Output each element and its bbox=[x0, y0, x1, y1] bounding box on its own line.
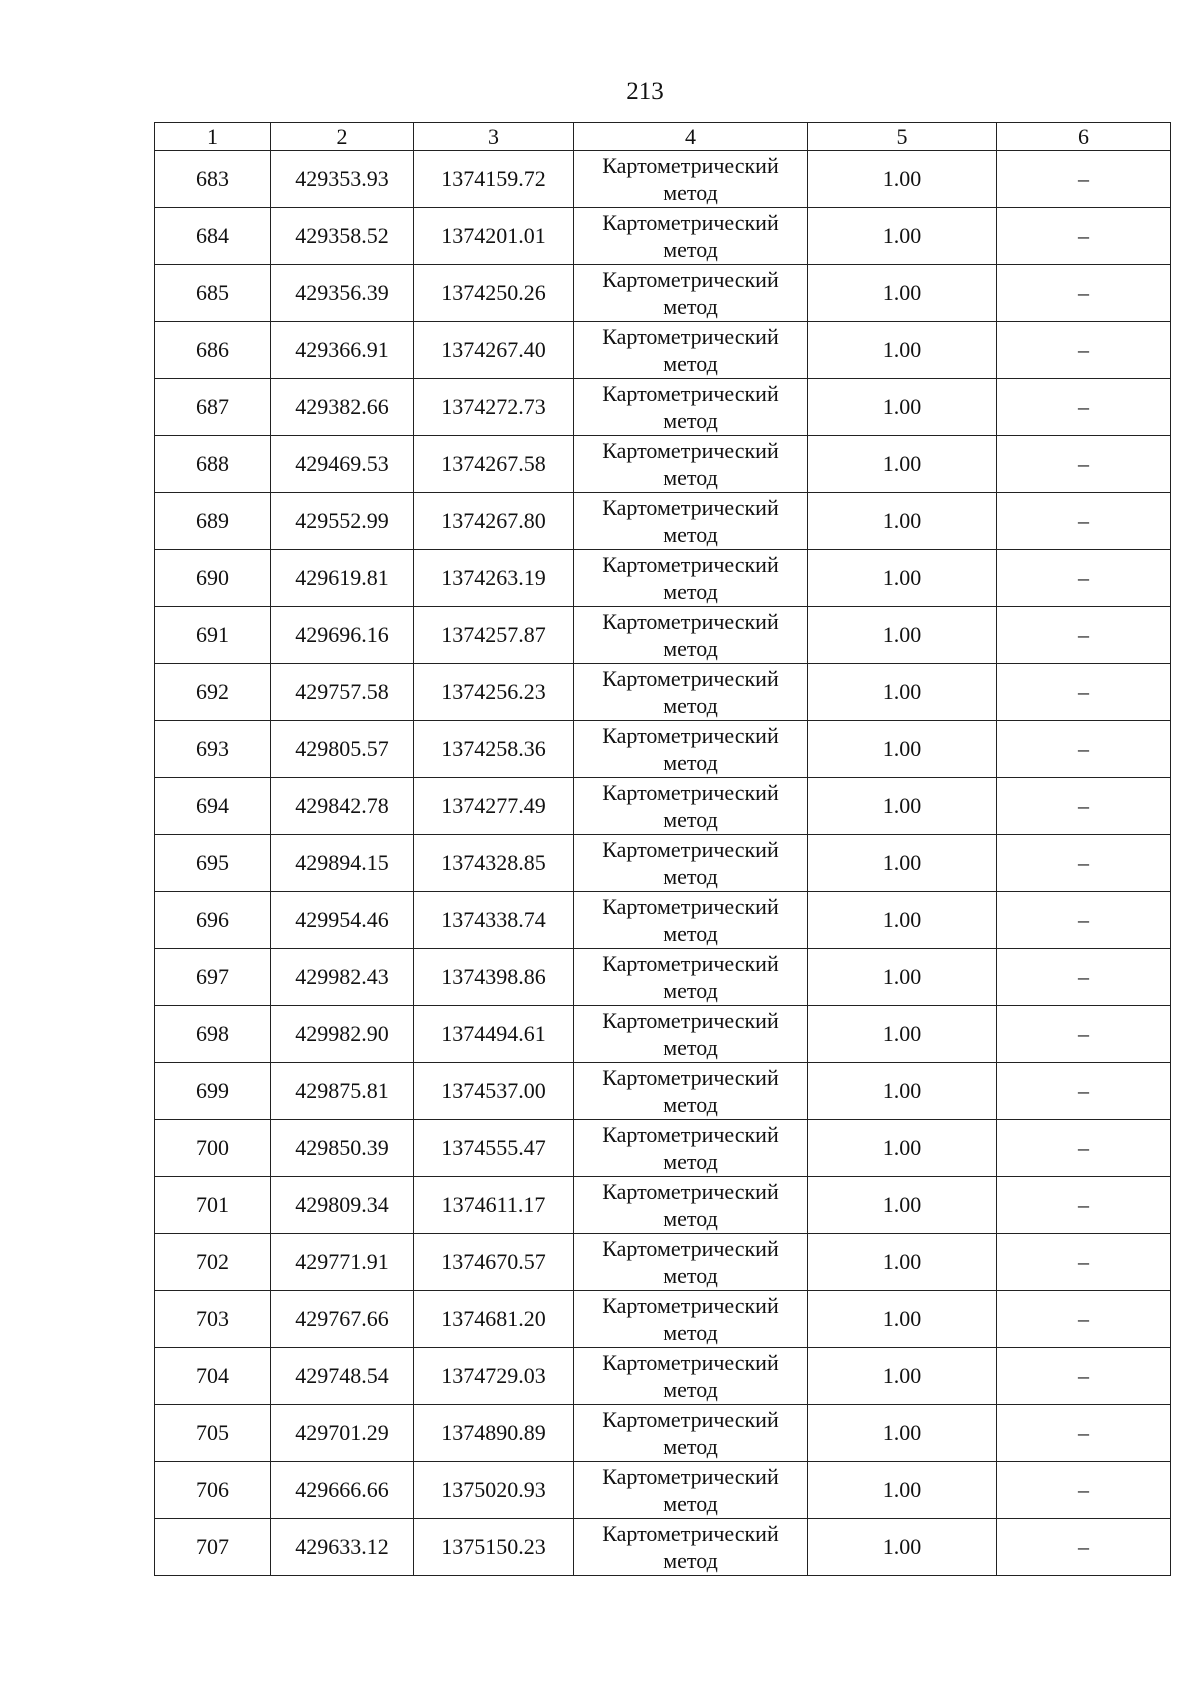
table-row bbox=[155, 949, 1171, 1006]
column-header-3: 3 bbox=[414, 123, 574, 151]
table-row bbox=[155, 892, 1171, 949]
point-number-cell: 706 bbox=[155, 1462, 271, 1519]
coordinates-table bbox=[154, 122, 1171, 1576]
method-cell bbox=[574, 892, 808, 949]
method-line-2: метод bbox=[663, 1434, 718, 1459]
table-row bbox=[155, 208, 1171, 265]
x-coordinate-cell: 429982.43 bbox=[271, 949, 414, 1006]
y-coordinate-cell: 1374555.47 bbox=[414, 1120, 574, 1177]
method-line-1: Картометрический bbox=[602, 666, 779, 691]
note-cell: – bbox=[997, 1234, 1171, 1291]
note-cell: – bbox=[997, 778, 1171, 835]
note-cell: – bbox=[997, 1120, 1171, 1177]
note-cell: – bbox=[997, 436, 1171, 493]
method-cell bbox=[574, 664, 808, 721]
y-coordinate-cell: 1374277.49 bbox=[414, 778, 574, 835]
method-line-1: Картометрический bbox=[602, 267, 779, 292]
x-coordinate-cell: 429696.16 bbox=[271, 607, 414, 664]
accuracy-cell: 1.00 bbox=[808, 550, 997, 607]
y-coordinate-cell: 1374611.17 bbox=[414, 1177, 574, 1234]
table-row bbox=[155, 1291, 1171, 1348]
point-number-cell: 698 bbox=[155, 1006, 271, 1063]
accuracy-cell: 1.00 bbox=[808, 151, 997, 208]
y-coordinate-cell: 1374890.89 bbox=[414, 1405, 574, 1462]
method-line-2: метод bbox=[663, 351, 718, 376]
y-coordinate-cell: 1374267.80 bbox=[414, 493, 574, 550]
page-number: 213 bbox=[626, 78, 664, 105]
table-row bbox=[155, 1063, 1171, 1120]
accuracy-cell: 1.00 bbox=[808, 493, 997, 550]
accuracy-cell: 1.00 bbox=[808, 1462, 997, 1519]
table-header bbox=[155, 123, 1171, 151]
accuracy-cell: 1.00 bbox=[808, 379, 997, 436]
y-coordinate-cell: 1374263.19 bbox=[414, 550, 574, 607]
x-coordinate-cell: 429469.53 bbox=[271, 436, 414, 493]
method-cell bbox=[574, 265, 808, 322]
point-number-cell: 696 bbox=[155, 892, 271, 949]
method-cell bbox=[574, 835, 808, 892]
table-row bbox=[155, 1519, 1171, 1576]
accuracy-cell: 1.00 bbox=[808, 721, 997, 778]
note-cell: – bbox=[997, 1006, 1171, 1063]
x-coordinate-cell: 429552.99 bbox=[271, 493, 414, 550]
y-coordinate-cell: 1374729.03 bbox=[414, 1348, 574, 1405]
method-cell bbox=[574, 379, 808, 436]
method-cell bbox=[574, 778, 808, 835]
y-coordinate-cell: 1374201.01 bbox=[414, 208, 574, 265]
point-number-cell: 685 bbox=[155, 265, 271, 322]
x-coordinate-cell: 429767.66 bbox=[271, 1291, 414, 1348]
method-line-2: метод bbox=[663, 1548, 718, 1573]
method-cell bbox=[574, 1120, 808, 1177]
y-coordinate-cell: 1374258.36 bbox=[414, 721, 574, 778]
accuracy-cell: 1.00 bbox=[808, 664, 997, 721]
accuracy-cell: 1.00 bbox=[808, 1291, 997, 1348]
note-cell: – bbox=[997, 1177, 1171, 1234]
y-coordinate-cell: 1374328.85 bbox=[414, 835, 574, 892]
x-coordinate-cell: 429353.93 bbox=[271, 151, 414, 208]
method-line-1: Картометрический bbox=[602, 153, 779, 178]
accuracy-cell: 1.00 bbox=[808, 436, 997, 493]
accuracy-cell: 1.00 bbox=[808, 835, 997, 892]
method-line-1: Картометрический bbox=[602, 951, 779, 976]
point-number-cell: 688 bbox=[155, 436, 271, 493]
point-number-cell: 701 bbox=[155, 1177, 271, 1234]
method-line-2: метод bbox=[663, 294, 718, 319]
point-number-cell: 683 bbox=[155, 151, 271, 208]
x-coordinate-cell: 429809.34 bbox=[271, 1177, 414, 1234]
method-line-1: Картометрический bbox=[602, 837, 779, 862]
accuracy-cell: 1.00 bbox=[808, 607, 997, 664]
method-line-1: Картометрический bbox=[602, 1008, 779, 1033]
method-line-1: Картометрический bbox=[602, 1122, 779, 1147]
note-cell: – bbox=[997, 1063, 1171, 1120]
method-line-1: Картометрический bbox=[602, 1179, 779, 1204]
accuracy-cell: 1.00 bbox=[808, 778, 997, 835]
table-row bbox=[155, 1405, 1171, 1462]
y-coordinate-cell: 1374681.20 bbox=[414, 1291, 574, 1348]
point-number-cell: 689 bbox=[155, 493, 271, 550]
table-row bbox=[155, 1177, 1171, 1234]
table-row bbox=[155, 265, 1171, 322]
method-line-2: метод bbox=[663, 522, 718, 547]
column-header-6: 6 bbox=[997, 123, 1171, 151]
table-row bbox=[155, 1234, 1171, 1291]
table-row bbox=[155, 664, 1171, 721]
y-coordinate-cell: 1374257.87 bbox=[414, 607, 574, 664]
table-row bbox=[155, 493, 1171, 550]
accuracy-cell: 1.00 bbox=[808, 1006, 997, 1063]
method-cell bbox=[574, 607, 808, 664]
y-coordinate-cell: 1374159.72 bbox=[414, 151, 574, 208]
note-cell: – bbox=[997, 550, 1171, 607]
method-cell bbox=[574, 1177, 808, 1234]
accuracy-cell: 1.00 bbox=[808, 1234, 997, 1291]
x-coordinate-cell: 429358.52 bbox=[271, 208, 414, 265]
point-number-cell: 700 bbox=[155, 1120, 271, 1177]
y-coordinate-cell: 1374267.58 bbox=[414, 436, 574, 493]
method-line-2: метод bbox=[663, 1092, 718, 1117]
table-row bbox=[155, 550, 1171, 607]
table-row bbox=[155, 322, 1171, 379]
x-coordinate-cell: 429356.39 bbox=[271, 265, 414, 322]
x-coordinate-cell: 429842.78 bbox=[271, 778, 414, 835]
y-coordinate-cell: 1374267.40 bbox=[414, 322, 574, 379]
point-number-cell: 705 bbox=[155, 1405, 271, 1462]
x-coordinate-cell: 429366.91 bbox=[271, 322, 414, 379]
table-row bbox=[155, 721, 1171, 778]
accuracy-cell: 1.00 bbox=[808, 892, 997, 949]
method-cell bbox=[574, 1063, 808, 1120]
y-coordinate-cell: 1374338.74 bbox=[414, 892, 574, 949]
method-line-1: Картометрический bbox=[602, 495, 779, 520]
x-coordinate-cell: 429894.15 bbox=[271, 835, 414, 892]
table-row bbox=[155, 778, 1171, 835]
point-number-cell: 699 bbox=[155, 1063, 271, 1120]
method-line-2: метод bbox=[663, 864, 718, 889]
x-coordinate-cell: 429982.90 bbox=[271, 1006, 414, 1063]
method-line-2: метод bbox=[663, 408, 718, 433]
note-cell: – bbox=[997, 1348, 1171, 1405]
accuracy-cell: 1.00 bbox=[808, 1063, 997, 1120]
accuracy-cell: 1.00 bbox=[808, 1519, 997, 1576]
table-row bbox=[155, 1006, 1171, 1063]
method-line-2: метод bbox=[663, 180, 718, 205]
point-number-cell: 702 bbox=[155, 1234, 271, 1291]
x-coordinate-cell: 429633.12 bbox=[271, 1519, 414, 1576]
point-number-cell: 693 bbox=[155, 721, 271, 778]
method-line-2: метод bbox=[663, 921, 718, 946]
method-cell bbox=[574, 1006, 808, 1063]
note-cell: – bbox=[997, 265, 1171, 322]
method-cell bbox=[574, 550, 808, 607]
method-line-1: Картометрический bbox=[602, 1350, 779, 1375]
x-coordinate-cell: 429805.57 bbox=[271, 721, 414, 778]
method-cell bbox=[574, 1291, 808, 1348]
note-cell: – bbox=[997, 892, 1171, 949]
point-number-cell: 707 bbox=[155, 1519, 271, 1576]
note-cell: – bbox=[997, 1462, 1171, 1519]
accuracy-cell: 1.00 bbox=[808, 1120, 997, 1177]
method-line-2: метод bbox=[663, 579, 718, 604]
method-line-1: Картометрический bbox=[602, 381, 779, 406]
method-cell bbox=[574, 1234, 808, 1291]
method-cell bbox=[574, 721, 808, 778]
method-line-1: Картометрический bbox=[602, 780, 779, 805]
method-cell bbox=[574, 1405, 808, 1462]
x-coordinate-cell: 429875.81 bbox=[271, 1063, 414, 1120]
note-cell: – bbox=[997, 379, 1171, 436]
method-cell bbox=[574, 151, 808, 208]
table-row bbox=[155, 607, 1171, 664]
x-coordinate-cell: 429954.46 bbox=[271, 892, 414, 949]
x-coordinate-cell: 429748.54 bbox=[271, 1348, 414, 1405]
method-line-2: метод bbox=[663, 636, 718, 661]
method-line-2: метод bbox=[663, 1491, 718, 1516]
note-cell: – bbox=[997, 208, 1171, 265]
method-cell bbox=[574, 1348, 808, 1405]
point-number-cell: 687 bbox=[155, 379, 271, 436]
column-header-5: 5 bbox=[808, 123, 997, 151]
column-header-1: 1 bbox=[155, 123, 271, 151]
method-cell bbox=[574, 436, 808, 493]
table-row bbox=[155, 1120, 1171, 1177]
method-line-2: метод bbox=[663, 1206, 718, 1231]
table-row bbox=[155, 436, 1171, 493]
note-cell: – bbox=[997, 949, 1171, 1006]
method-cell bbox=[574, 208, 808, 265]
method-line-2: метод bbox=[663, 1035, 718, 1060]
method-line-2: метод bbox=[663, 1263, 718, 1288]
table-row bbox=[155, 1462, 1171, 1519]
accuracy-cell: 1.00 bbox=[808, 949, 997, 1006]
table-row bbox=[155, 835, 1171, 892]
x-coordinate-cell: 429757.58 bbox=[271, 664, 414, 721]
column-header-4: 4 bbox=[574, 123, 808, 151]
point-number-cell: 692 bbox=[155, 664, 271, 721]
note-cell: – bbox=[997, 151, 1171, 208]
accuracy-cell: 1.00 bbox=[808, 1405, 997, 1462]
x-coordinate-cell: 429666.66 bbox=[271, 1462, 414, 1519]
header-row bbox=[155, 123, 1171, 151]
table-body bbox=[155, 151, 1171, 1576]
note-cell: – bbox=[997, 721, 1171, 778]
y-coordinate-cell: 1375150.23 bbox=[414, 1519, 574, 1576]
method-line-1: Картометрический bbox=[602, 609, 779, 634]
point-number-cell: 704 bbox=[155, 1348, 271, 1405]
method-line-1: Картометрический bbox=[602, 894, 779, 919]
point-number-cell: 690 bbox=[155, 550, 271, 607]
table-row bbox=[155, 151, 1171, 208]
point-number-cell: 684 bbox=[155, 208, 271, 265]
method-cell bbox=[574, 1519, 808, 1576]
accuracy-cell: 1.00 bbox=[808, 1348, 997, 1405]
method-cell bbox=[574, 1462, 808, 1519]
x-coordinate-cell: 429382.66 bbox=[271, 379, 414, 436]
method-line-2: метод bbox=[663, 237, 718, 262]
method-line-1: Картометрический bbox=[602, 1464, 779, 1489]
method-line-2: метод bbox=[663, 750, 718, 775]
method-line-1: Картометрический bbox=[602, 1065, 779, 1090]
note-cell: – bbox=[997, 1405, 1171, 1462]
method-line-1: Картометрический bbox=[602, 1236, 779, 1261]
point-number-cell: 686 bbox=[155, 322, 271, 379]
x-coordinate-cell: 429771.91 bbox=[271, 1234, 414, 1291]
method-line-2: метод bbox=[663, 465, 718, 490]
x-coordinate-cell: 429850.39 bbox=[271, 1120, 414, 1177]
note-cell: – bbox=[997, 664, 1171, 721]
y-coordinate-cell: 1375020.93 bbox=[414, 1462, 574, 1519]
note-cell: – bbox=[997, 835, 1171, 892]
method-line-2: метод bbox=[663, 807, 718, 832]
x-coordinate-cell: 429701.29 bbox=[271, 1405, 414, 1462]
method-line-2: метод bbox=[663, 1149, 718, 1174]
method-line-1: Картометрический bbox=[602, 1407, 779, 1432]
column-header-2: 2 bbox=[271, 123, 414, 151]
point-number-cell: 694 bbox=[155, 778, 271, 835]
point-number-cell: 697 bbox=[155, 949, 271, 1006]
y-coordinate-cell: 1374398.86 bbox=[414, 949, 574, 1006]
y-coordinate-cell: 1374256.23 bbox=[414, 664, 574, 721]
table-row bbox=[155, 1348, 1171, 1405]
method-line-1: Картометрический bbox=[602, 324, 779, 349]
method-cell bbox=[574, 949, 808, 1006]
note-cell: – bbox=[997, 493, 1171, 550]
method-line-1: Картометрический bbox=[602, 210, 779, 235]
accuracy-cell: 1.00 bbox=[808, 265, 997, 322]
y-coordinate-cell: 1374494.61 bbox=[414, 1006, 574, 1063]
note-cell: – bbox=[997, 1291, 1171, 1348]
table-row bbox=[155, 379, 1171, 436]
accuracy-cell: 1.00 bbox=[808, 1177, 997, 1234]
method-line-2: метод bbox=[663, 693, 718, 718]
point-number-cell: 695 bbox=[155, 835, 271, 892]
y-coordinate-cell: 1374670.57 bbox=[414, 1234, 574, 1291]
method-line-2: метод bbox=[663, 1377, 718, 1402]
method-cell bbox=[574, 322, 808, 379]
x-coordinate-cell: 429619.81 bbox=[271, 550, 414, 607]
y-coordinate-cell: 1374272.73 bbox=[414, 379, 574, 436]
note-cell: – bbox=[997, 322, 1171, 379]
method-line-1: Картометрический bbox=[602, 723, 779, 748]
method-line-2: метод bbox=[663, 978, 718, 1003]
method-line-2: метод bbox=[663, 1320, 718, 1345]
point-number-cell: 703 bbox=[155, 1291, 271, 1348]
method-cell bbox=[574, 493, 808, 550]
note-cell: – bbox=[997, 1519, 1171, 1576]
note-cell: – bbox=[997, 607, 1171, 664]
accuracy-cell: 1.00 bbox=[808, 322, 997, 379]
method-line-1: Картометрический bbox=[602, 1293, 779, 1318]
y-coordinate-cell: 1374537.00 bbox=[414, 1063, 574, 1120]
y-coordinate-cell: 1374250.26 bbox=[414, 265, 574, 322]
accuracy-cell: 1.00 bbox=[808, 208, 997, 265]
method-line-1: Картометрический bbox=[602, 438, 779, 463]
method-line-1: Картометрический bbox=[602, 1521, 779, 1546]
method-line-1: Картометрический bbox=[602, 552, 779, 577]
point-number-cell: 691 bbox=[155, 607, 271, 664]
